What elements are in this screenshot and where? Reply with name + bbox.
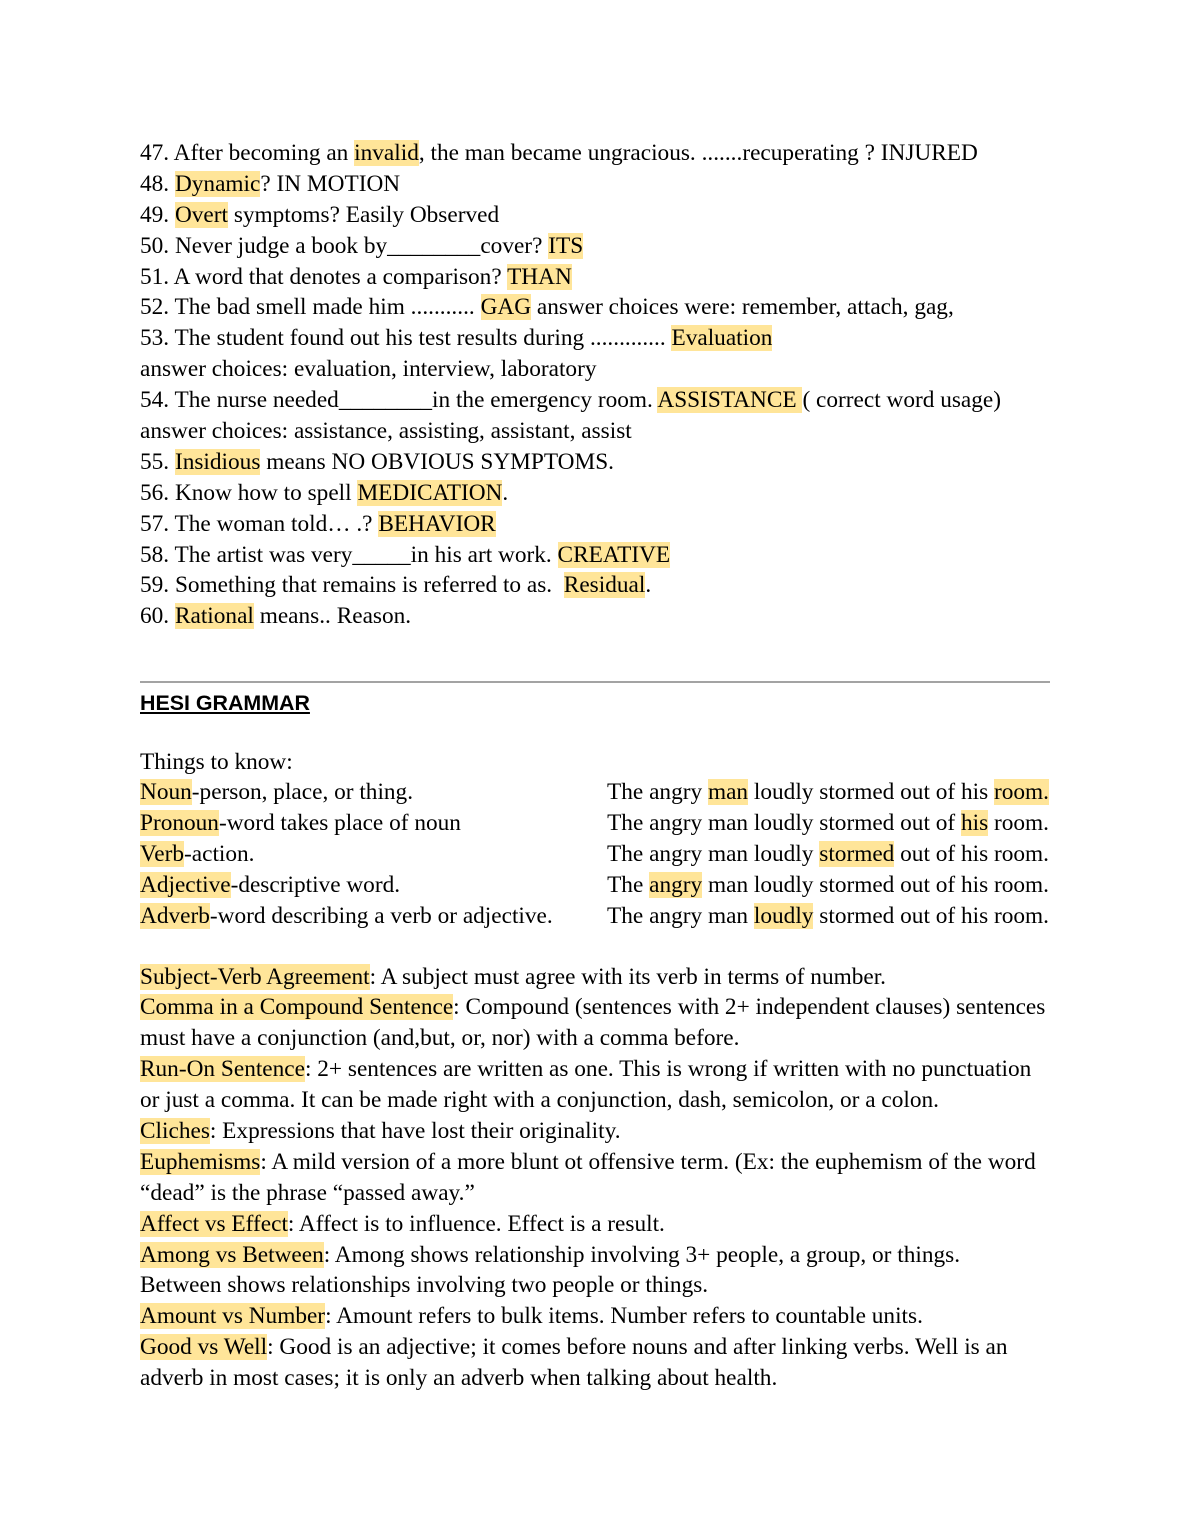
question-text: 60.: [140, 603, 175, 630]
part-of-speech-definition: -word takes place of noun: [218, 810, 461, 837]
grammar-rule-among-vs-between: [140, 1240, 1050, 1271]
grammar-rule-cliches: [140, 1116, 1050, 1147]
question-text: 52. The bad smell made him ...........: [140, 294, 481, 321]
answer-choices-53: answer choices: evaluation, interview, laboratory: [140, 356, 597, 383]
rule-text: : Compound (sentences with 2+ independent clauses) sentences: [453, 994, 1046, 1021]
question-text: means NO OBVIOUS SYMPTOMS.: [260, 448, 614, 475]
highlighted-answer: ASSISTANCE: [657, 387, 803, 414]
example-text: out of his room.: [894, 841, 1049, 868]
grammar-rule-run-on-sentence: [140, 1054, 1050, 1085]
highlighted-answer: CREATIVE: [557, 541, 671, 568]
question-text: .: [645, 572, 652, 599]
question-text: 50. Never judge a book by________cover?: [140, 232, 549, 259]
grammar-rule-euphemisms: [140, 1147, 1050, 1178]
part-of-speech-left: [140, 839, 255, 870]
highlighted-answer: Residual: [563, 572, 646, 599]
question-text: ( correct word usage): [802, 387, 1002, 414]
example-text: The angry man: [607, 902, 754, 929]
part-of-speech-verb: [140, 839, 1049, 870]
rule-term: Subject-Verb Agreement: [140, 963, 370, 990]
example-sentence: [607, 808, 1049, 839]
rule-term: Run-On Sentence: [140, 1056, 305, 1083]
part-of-speech-adverb: [140, 901, 1049, 932]
question-text: 54. The nurse needed________in the emergency room.: [140, 387, 658, 414]
rule-text: : Among shows relationship involving 3+ people, a group, or things.: [323, 1241, 961, 1268]
grammar-rule-good-vs-well: [140, 1332, 1050, 1363]
highlighted-answer: THAN: [507, 263, 572, 290]
part-of-speech-definition: -person, place, or thing.: [191, 779, 414, 806]
rule-text-continuation: “dead” is the phrase “passed away.”: [140, 1179, 475, 1206]
question-text: 59. Something that remains is referred to as.: [140, 572, 564, 599]
example-highlight: man: [707, 779, 749, 806]
question-text: 56. Know how to spell: [140, 479, 358, 506]
highlighted-answer: invalid: [354, 140, 419, 166]
rule-text-continuation: or just a comma. It can be made right with a conjunction, dash, semicolon, or a colon.: [140, 1087, 939, 1114]
rule-text-continuation: adverb in most cases; it is only an adverb when talking about health.: [140, 1365, 778, 1392]
question-text: 47. After becoming an: [140, 140, 355, 166]
rule-text: : 2+ sentences are written as one. This is wrong if written with no punctuation: [304, 1056, 1032, 1083]
example-sentence: [607, 901, 1049, 932]
question-54: [140, 385, 1050, 416]
highlighted-answer: ITS: [548, 232, 584, 259]
part-of-speech-term: Pronoun: [140, 810, 219, 837]
example-highlight: stormed: [819, 841, 895, 868]
part-of-speech-left: [140, 777, 413, 808]
question-text: means.. Reason.: [253, 603, 412, 630]
example-text: stormed out of his room.: [813, 902, 1049, 929]
grammar-rule-affect-vs-effect: [140, 1209, 1050, 1240]
question-55: [140, 447, 1050, 478]
example-text: The angry man loudly: [607, 841, 820, 868]
example-highlight: angry: [649, 872, 703, 899]
rule-text: : A mild version of a more blunt ot offensive term. (Ex: the euphemism of the word: [260, 1148, 1036, 1175]
highlighted-answer: Rational: [174, 603, 254, 630]
question-text: 48.: [140, 170, 175, 197]
question-text: 55.: [140, 448, 175, 475]
part-of-speech-definition: -action.: [184, 841, 255, 868]
question-text: 58. The artist was very_____in his art work.: [140, 541, 558, 568]
example-text: room.: [988, 810, 1049, 837]
question-51: [140, 262, 1050, 293]
question-text: .: [502, 479, 509, 506]
rule-text: : Amount refers to bulk items. Number refers to countable units.: [325, 1303, 923, 1330]
highlighted-answer: BEHAVIOR: [378, 510, 496, 537]
section-divider: [140, 681, 1050, 683]
part-of-speech-term: Adjective: [140, 872, 231, 899]
example-text: man loudly stormed out of his room.: [702, 872, 1049, 899]
highlighted-answer: Dynamic: [174, 170, 261, 197]
question-57: [140, 509, 1050, 540]
part-of-speech-pronoun: [140, 808, 1049, 839]
highlighted-answer: MEDICATION: [357, 479, 503, 506]
highlighted-answer: GAG: [480, 294, 532, 321]
things-to-know-label: Things to know:: [140, 748, 293, 775]
highlighted-answer: Overt: [174, 201, 228, 228]
rule-text: : Good is an adjective; it comes before nouns and after linking verbs. Well is an: [267, 1334, 1008, 1361]
part-of-speech-term: Verb: [140, 841, 184, 868]
question-52: [140, 292, 1050, 323]
parts-of-speech-section: [140, 747, 1050, 932]
question-50: [140, 231, 1050, 262]
question-58: [140, 540, 1050, 571]
part-of-speech-definition: -word describing a verb or adjective.: [209, 902, 553, 929]
rule-term: Euphemisms: [140, 1148, 261, 1175]
question-48: [140, 169, 1050, 200]
vocabulary-question-list: [140, 138, 1050, 632]
part-of-speech-left: [140, 870, 400, 901]
question-59: [140, 570, 1050, 601]
question-49: [140, 200, 1050, 231]
question-text: 57. The woman told… .?: [140, 510, 379, 537]
question-text: 53. The student found out his test results during .............: [140, 325, 672, 352]
rule-text: : Affect is to influence. Effect is a result.: [287, 1210, 665, 1237]
question-47: [140, 138, 1050, 169]
question-53: [140, 323, 1050, 354]
part-of-speech-left: [140, 808, 461, 839]
example-sentence: [607, 777, 1049, 808]
grammar-rules-list: [140, 962, 1050, 1394]
answer-choices-54: answer choices: assistance, assisting, assistant, assist: [140, 418, 632, 445]
example-highlight: room.: [993, 779, 1049, 806]
rule-text: : Expressions that have lost their originality.: [209, 1117, 621, 1144]
rule-term: Amount vs Number: [140, 1303, 326, 1330]
part-of-speech-adjective: [140, 870, 1049, 901]
rule-term: Affect vs Effect: [140, 1210, 288, 1237]
part-of-speech-left: [140, 901, 553, 932]
question-text: 51. A word that denotes a comparison?: [140, 263, 508, 290]
example-highlight: loudly: [753, 902, 814, 929]
question-text: ? IN MOTION: [260, 170, 401, 197]
example-text: loudly stormed out of his: [748, 779, 994, 806]
example-sentence: [607, 870, 1049, 901]
example-text: The: [607, 872, 650, 899]
question-56: [140, 478, 1050, 509]
question-text: answer choices were: remember, attach, gag,: [531, 294, 954, 321]
question-text: symptoms? Easily Observed: [228, 201, 500, 228]
rule-term: Cliches: [140, 1117, 210, 1144]
grammar-rule-amount-vs-number: [140, 1301, 1050, 1332]
rule-term: Good vs Well: [140, 1334, 268, 1361]
highlighted-answer: Insidious: [174, 448, 261, 475]
part-of-speech-term: Noun: [140, 779, 192, 806]
question-text: 49.: [140, 201, 175, 228]
example-text: The angry: [607, 779, 708, 806]
example-highlight: his: [960, 810, 989, 837]
grammar-rule-subject-verb-agreement: [140, 962, 1050, 993]
example-text: The angry man loudly stormed out of: [607, 810, 961, 837]
grammar-rule-comma-compound-sentence: [140, 992, 1050, 1023]
example-sentence: [607, 839, 1049, 870]
part-of-speech-term: Adverb: [140, 902, 210, 929]
part-of-speech-definition: -descriptive word.: [230, 872, 401, 899]
highlighted-answer: Evaluation: [671, 325, 773, 352]
question-text: , the man became ungracious. .......recuperating ? INJURED: [418, 140, 978, 166]
rule-term: Comma in a Compound Sentence: [140, 994, 454, 1021]
rule-text: : A subject must agree with its verb in terms of number.: [369, 963, 887, 990]
question-60: [140, 601, 1050, 632]
rule-text-continuation: must have a conjunction (and,but, or, nor) with a comma before.: [140, 1025, 740, 1052]
rule-text-continuation: Between shows relationships involving two people or things.: [140, 1272, 709, 1299]
rule-term: Among vs Between: [140, 1241, 324, 1268]
part-of-speech-noun: [140, 777, 1049, 808]
section-heading: HESI GRAMMAR: [140, 691, 310, 715]
